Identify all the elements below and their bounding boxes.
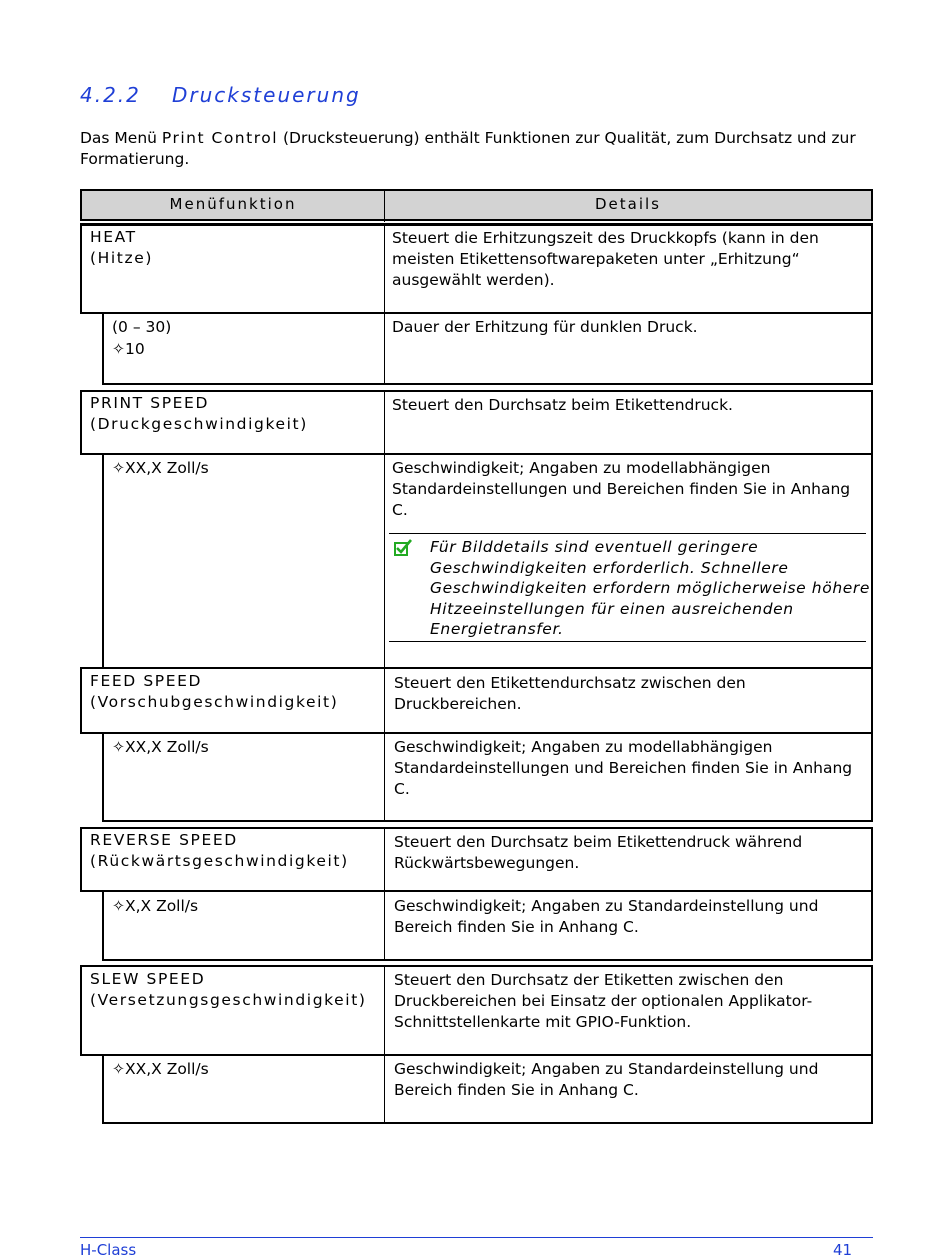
section-number: 4.2.2	[80, 83, 141, 107]
print-speed-detail: Steuert den Durchsatz beim Etikettendruck.	[392, 396, 733, 414]
footer-product: H-Class	[80, 1241, 137, 1259]
section-title	[80, 83, 361, 107]
note-top-rule	[389, 533, 866, 534]
heat-default: ✧10	[112, 340, 145, 358]
print-speed-value: ✧XX,X Zoll/s	[112, 459, 209, 477]
note-bottom-rule	[389, 641, 866, 642]
print-speed-sub-detail: Geschwindigkeit; Angaben zu modellabhängigen Standardeinstellungen und Bereichen finden Sie in Anhang C.	[392, 459, 851, 519]
slew-speed-german: (Versetzungsgeschwindigkeit)	[90, 991, 367, 1009]
header-function: Menüfunktion	[169, 195, 297, 213]
feed-speed-name: FEED SPEED	[90, 672, 203, 690]
reverse-speed-sub-detail: Geschwindigkeit; Angaben zu Standardeinstellung und Bereich finden Sie in Anhang C.	[394, 897, 819, 936]
heat-range: (0 – 30)	[112, 318, 172, 336]
feed-speed-german: (Vorschubgeschwindigkeit)	[90, 693, 339, 711]
section-title-text: Drucksteuerung	[172, 83, 361, 107]
slew-speed-value: ✧XX,X Zoll/s	[112, 1060, 209, 1078]
feed-speed-sub-detail: Geschwindigkeit; Angaben zu modellabhängigen Standardeinstellungen und Bereichen finden Sie in Anhang C.	[394, 738, 853, 798]
print-speed-note: Für Bilddetails sind eventuell geringere Geschwindigkeiten erforderlich. Schnellere Geschwindigkeiten erfordern möglicherweise höhere Hitzeeinstellungen für einen ausreichenden Energietransfer.	[430, 538, 870, 639]
intro-suffix: (Drucksteuerung) enthält Funktionen zur Qualität, zum Durchsatz und zur Formatierung.	[80, 129, 856, 168]
header-details: Details	[594, 195, 661, 213]
feed-speed-detail: Steuert den Etikettendurchsatz zwischen den Druckbereichen.	[394, 674, 746, 713]
checkbox-check-icon	[393, 538, 413, 558]
heat-name: HEAT	[90, 228, 137, 246]
reverse-speed-german: (Rückwärtsgeschwindigkeit)	[90, 852, 349, 870]
feed-speed-value: ✧XX,X Zoll/s	[112, 738, 209, 756]
footer-rule	[80, 1237, 873, 1238]
print-speed-name: PRINT SPEED	[90, 394, 209, 412]
reverse-speed-detail: Steuert den Durchsatz beim Etikettendruck während Rückwärtsbewegungen.	[394, 833, 803, 872]
intro-prefix: Das Menü	[80, 129, 162, 147]
reverse-speed-name: REVERSE SPEED	[90, 831, 238, 849]
print-speed-german: (Druckgeschwindigkeit)	[90, 415, 308, 433]
page-number: 41	[833, 1241, 853, 1259]
slew-speed-sub-detail: Geschwindigkeit; Angaben zu Standardeinstellung und Bereich finden Sie in Anhang C.	[394, 1060, 819, 1099]
heat-german: (Hitze)	[90, 249, 154, 267]
intro-paragraph	[80, 128, 880, 170]
slew-speed-name: SLEW SPEED	[90, 970, 206, 988]
heat-sub-detail: Dauer der Erhitzung für dunklen Druck.	[392, 318, 698, 336]
heat-detail: Steuert die Erhitzungszeit des Druckkopfs (kann in den meisten Etikettensoftwarepaketen unter „Erhitzung“ ausgewählt werden).	[392, 229, 819, 289]
slew-speed-detail: Steuert den Durchsatz der Etiketten zwischen den Druckbereichen bei Einsatz der optionalen Applikator-Schnittstellenkarte mit GPIO-Funktion.	[394, 971, 813, 1031]
intro-menu-name: Print Control	[161, 129, 279, 147]
reverse-speed-value: ✧X,X Zoll/s	[112, 897, 199, 915]
